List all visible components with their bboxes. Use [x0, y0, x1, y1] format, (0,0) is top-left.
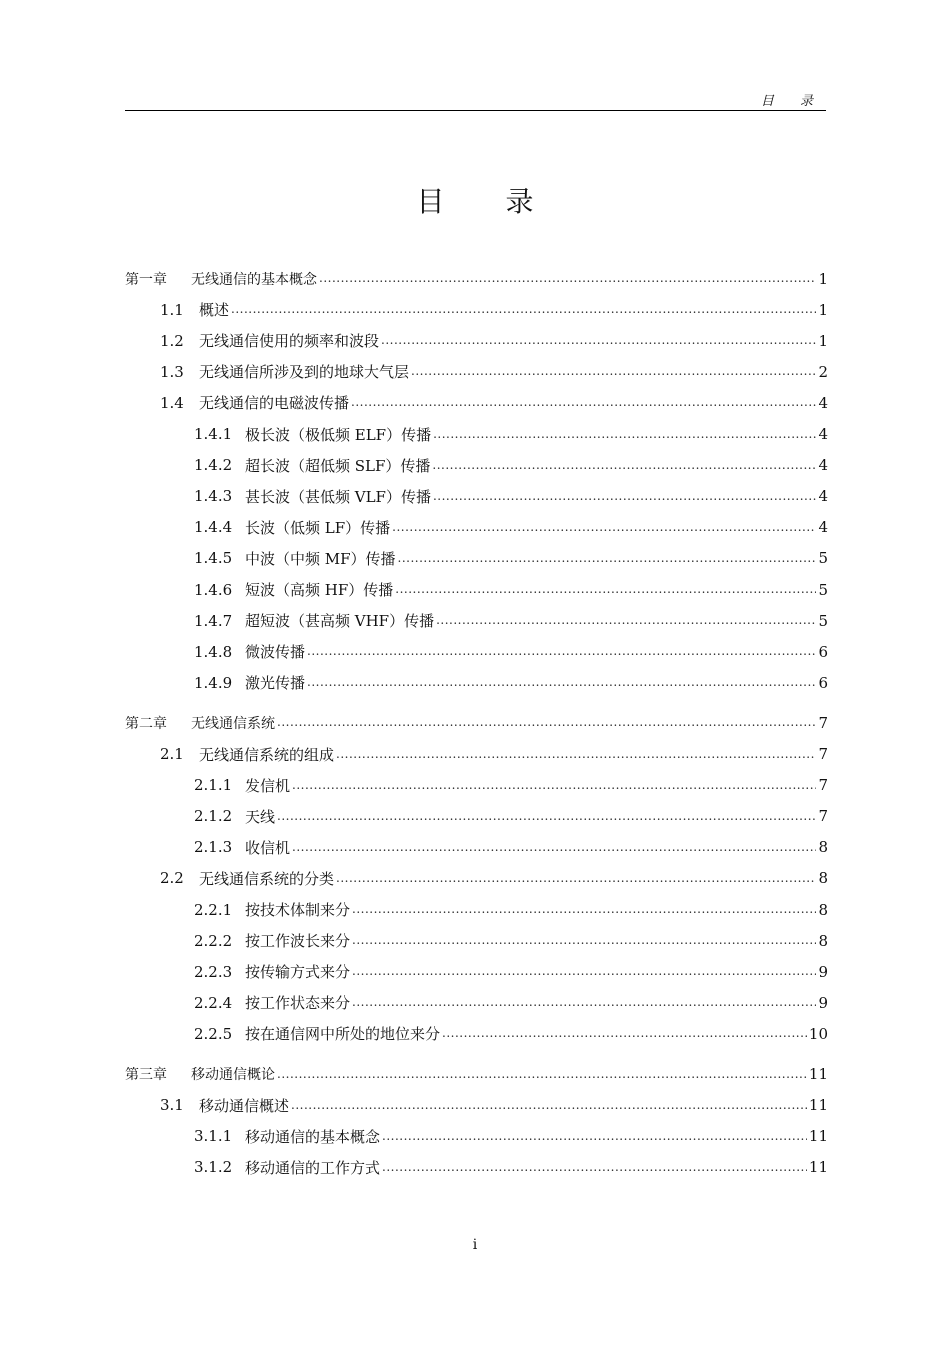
toc-entry-number: 第二章	[125, 715, 167, 732]
toc-entry-page: 7	[818, 776, 828, 795]
toc-entry-page: 5	[818, 580, 828, 599]
dot-leader	[291, 1090, 807, 1121]
toc-entry[interactable]	[125, 894, 828, 925]
dot-leader	[277, 707, 816, 738]
dot-leader	[319, 263, 816, 294]
toc-entry-title: 天线	[245, 807, 276, 826]
toc-entry[interactable]	[125, 739, 828, 770]
toc-entry-number: 1.2	[160, 331, 184, 350]
toc-entry-title: 收信机	[245, 838, 291, 857]
toc-entry-title: 微波传播	[245, 643, 306, 662]
toc-entry[interactable]	[125, 863, 828, 894]
toc-entry[interactable]	[125, 543, 828, 574]
dot-leader	[432, 450, 816, 481]
toc-entry-page: 2	[818, 362, 828, 381]
toc-entry-title: 按在通信网中所处的地位来分	[245, 1025, 441, 1044]
toc-entry-number: 2.2	[160, 869, 184, 888]
toc-entry-page: 11	[808, 1096, 828, 1115]
toc-entry[interactable]	[125, 832, 828, 863]
toc-entry-title: 无线通信系统	[191, 715, 275, 732]
toc-entry-page: 10	[808, 1024, 828, 1043]
running-header	[125, 88, 826, 111]
toc-entry[interactable]	[125, 1121, 828, 1152]
toc-entry-page: 1	[818, 269, 828, 288]
toc-entry-number: 2.1.1	[194, 776, 233, 795]
toc-entry[interactable]	[125, 387, 828, 418]
toc-entry-title: 无线通信系统的分类	[199, 869, 335, 888]
toc-entry-title: 移动通信的基本概念	[245, 1127, 381, 1146]
toc-entry-number: 2.1.2	[194, 807, 233, 826]
toc-entry-page: 6	[818, 642, 828, 661]
toc-entry-page: 5	[818, 611, 828, 630]
toc-entry-title: 按工作状态来分	[245, 994, 351, 1013]
dot-leader	[277, 801, 816, 832]
toc-entry-number: 3.1.2	[194, 1158, 233, 1177]
dot-leader	[352, 894, 816, 925]
toc-entry[interactable]	[125, 419, 828, 450]
page-title: 目 录	[416, 185, 560, 218]
toc-entry-number: 2.2.5	[194, 1024, 233, 1043]
toc-entry[interactable]	[125, 450, 828, 481]
toc-entry-title: 极长波（极低频 ELF）传播	[245, 425, 432, 444]
toc-entry[interactable]	[125, 636, 828, 667]
toc-entry-number: 1.1	[160, 300, 184, 319]
toc-entry-number: 1.4.3	[194, 487, 233, 506]
toc-entry-title: 无线通信的基本概念	[191, 271, 317, 288]
dot-leader	[351, 387, 816, 418]
toc-entry-title: 甚长波（甚低频 VLF）传播	[245, 487, 431, 506]
toc-entry-number: 1.4.1	[194, 425, 233, 443]
toc-entry[interactable]	[125, 512, 828, 543]
toc-entry-title: 长波（低频 LF）传播	[245, 518, 391, 537]
dot-leader	[433, 419, 816, 450]
toc-entry[interactable]	[125, 925, 828, 956]
toc-entry-page: 9	[818, 962, 828, 981]
toc-entry-title: 无线通信系统的组成	[199, 745, 335, 764]
toc-entry-page: 11	[808, 1127, 828, 1146]
toc-entry-page: 7	[818, 807, 828, 826]
toc-entry-number: 1.4.5	[194, 549, 233, 568]
toc-entry-page: 4	[818, 518, 828, 537]
dot-leader	[352, 956, 816, 987]
toc-entry-page: 11	[808, 1065, 828, 1083]
dot-leader	[398, 543, 817, 574]
toc-entry-title: 超短波（甚高频 VHF）传播	[245, 612, 435, 631]
toc-entry-number: 2.1	[160, 745, 184, 763]
dot-leader	[411, 356, 816, 387]
toc-entry[interactable]	[125, 325, 828, 356]
toc-entry-page: 7	[818, 745, 828, 763]
dot-leader	[352, 987, 816, 1018]
dot-leader	[395, 574, 816, 605]
toc-entry-number: 2.2.2	[194, 931, 233, 950]
toc-entry-page: 4	[818, 487, 828, 506]
toc-entry-title: 无线通信使用的频率和波段	[199, 332, 380, 351]
toc-entry-title: 短波（高频 HF）传播	[245, 581, 394, 599]
toc-entry[interactable]	[125, 1018, 828, 1049]
running-header-title: 目 录	[760, 94, 824, 109]
toc-entry-page: 9	[818, 993, 828, 1012]
dot-leader	[307, 636, 816, 667]
toc-entry-title: 超长波（超低频 SLF）传播	[245, 456, 431, 475]
toc-entry[interactable]	[125, 801, 828, 832]
toc-entry[interactable]	[125, 770, 828, 801]
toc-entry-page: 7	[818, 713, 828, 732]
toc-entry-title: 无线通信所涉及到的地球大气层	[199, 363, 410, 382]
dot-leader	[352, 925, 816, 956]
toc-entry-title: 移动通信概述	[199, 1096, 290, 1115]
toc-entry[interactable]	[125, 263, 828, 294]
dot-leader	[336, 863, 816, 894]
toc-entry-page: 8	[818, 869, 828, 888]
toc-entry-page: 6	[818, 673, 828, 692]
toc-entry-number: 2.2.3	[194, 962, 233, 981]
toc-entry-page: 1	[818, 331, 828, 350]
toc-entry-number: 1.4.6	[194, 580, 233, 599]
toc-entry-title: 概述	[199, 301, 230, 320]
toc-entry-title: 按工作波长来分	[245, 932, 351, 951]
toc-entry[interactable]	[125, 956, 828, 987]
toc-entry-number: 1.4.9	[194, 673, 233, 692]
toc-entry-page: 4	[818, 393, 828, 412]
toc-entry-number: 2.2.4	[194, 993, 233, 1012]
dot-leader	[433, 481, 816, 512]
toc-entry[interactable]	[125, 1152, 828, 1183]
toc-entry-title: 无线通信的电磁波传播	[199, 394, 350, 413]
toc-entry-number: 1.4.8	[194, 642, 233, 661]
toc-entry-number: 1.4.7	[194, 611, 233, 630]
toc-entry[interactable]	[125, 707, 828, 738]
toc-entry[interactable]	[125, 605, 828, 636]
dot-leader	[382, 1152, 807, 1183]
toc-entry-number: 3.1.1	[194, 1127, 233, 1146]
dot-leader	[436, 605, 816, 636]
toc-entry-number: 1.4.4	[194, 518, 233, 537]
toc-entry-number: 2.2.1	[194, 900, 233, 919]
dot-leader	[381, 325, 816, 356]
dot-leader	[392, 512, 816, 543]
toc-entry[interactable]	[125, 667, 828, 698]
toc-entry-page: 4	[818, 456, 828, 475]
toc-entry-number: 第三章	[125, 1067, 167, 1083]
page-number: i	[472, 1237, 478, 1253]
toc-entry-page: 5	[818, 549, 828, 568]
toc-entry[interactable]	[125, 1059, 828, 1090]
dot-leader	[442, 1018, 807, 1049]
dot-leader	[382, 1121, 807, 1152]
toc-entry-page: 4	[818, 425, 828, 443]
toc-entry[interactable]	[125, 294, 828, 325]
toc-entry-number: 2.1.3	[194, 838, 233, 857]
dot-leader	[231, 294, 816, 325]
toc-entry-page: 1	[818, 300, 828, 319]
dot-leader	[307, 667, 816, 698]
dot-leader	[336, 739, 816, 770]
toc-entry-number: 第一章	[125, 271, 167, 288]
toc-entry[interactable]	[125, 1090, 828, 1121]
toc-entry[interactable]	[125, 356, 828, 387]
toc-entry[interactable]	[125, 987, 828, 1018]
toc-entry-title: 发信机	[245, 776, 291, 795]
toc-entry-number: 1.3	[160, 362, 184, 381]
dot-leader	[277, 1059, 807, 1090]
toc-entry-page: 11	[808, 1158, 828, 1177]
dot-leader	[292, 770, 816, 801]
toc-entry-title: 移动通信的工作方式	[245, 1158, 381, 1177]
toc-entry-number: 3.1	[160, 1096, 184, 1115]
toc-entry-title: 激光传播	[245, 674, 306, 693]
toc-entry-title: 按传输方式来分	[245, 963, 351, 982]
toc-entry-page: 8	[818, 838, 828, 857]
toc-entry-number: 1.4.2	[194, 456, 233, 475]
toc-entry-title: 按技术体制来分	[245, 901, 351, 919]
toc-entry[interactable]	[125, 481, 828, 512]
toc-entry-number: 1.4	[160, 393, 184, 412]
toc-entry-page: 8	[818, 900, 828, 919]
toc-entry-page: 8	[818, 931, 828, 950]
toc-entry[interactable]	[125, 574, 828, 605]
dot-leader	[292, 832, 816, 863]
toc-entry-title: 移动通信概论	[191, 1067, 275, 1083]
toc-entry-title: 中波（中频 MF）传播	[245, 549, 396, 568]
